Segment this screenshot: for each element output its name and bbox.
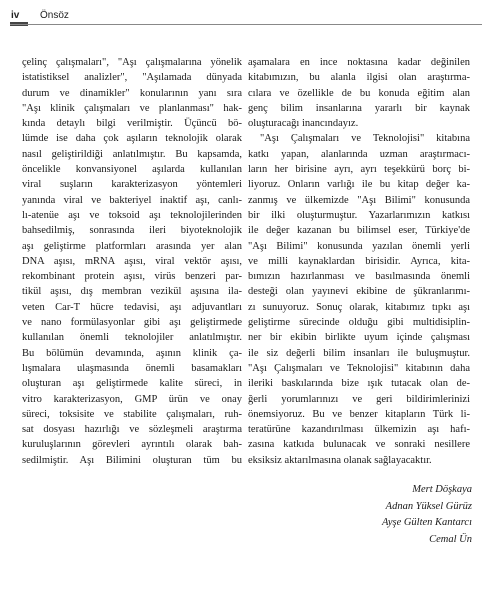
text-line: cılara ve özellikle de bu konuda eğitim alan xyxy=(248,87,470,99)
text-line: zı sunuyoruz. Sonuç olarak, kitabımız tıpkı aşı xyxy=(248,301,470,313)
text-line: teratürüne kazandırılması ülkemizin aşı hafı- xyxy=(248,424,470,436)
text-line: desteği olan yayınevi ekibine de şükranlarımı- xyxy=(248,286,470,298)
page-header xyxy=(10,6,480,24)
text-line: kullanılan önemli teknolojiler anlatılmıştır. xyxy=(22,332,242,344)
text-line: nasıl geliştirildiği anlatılmıştır. Bu kapsamda, xyxy=(22,148,242,160)
text-line: kında detaylı bilgi verilmiştir. Üçüncü bö- xyxy=(22,118,242,130)
text-line: istatistiksel analizler", "Aşılamada dünyada xyxy=(22,72,242,84)
text-line: "Aşı Çalışmaları ve Teknolojisi" kitabının daha xyxy=(248,362,470,374)
left-column xyxy=(22,55,242,468)
text-line: bımızın hazırlanması ve basılmasında önemli xyxy=(248,271,470,283)
author-name: Mert Döşkaya xyxy=(412,484,472,495)
text-line: sat dosyası hazırlığı ve sözleşmeli araştırma xyxy=(22,424,242,436)
text-line: kitabımızın, bu alanla ilgisi olan araştırma- xyxy=(248,72,470,84)
text-line: Bu bölümün devamında, aşının klinik ça- xyxy=(22,347,242,359)
author-name: Ayşe Gülten Kantarcı xyxy=(381,517,472,528)
text-line: sedilmiştir. Aşı Bilimini oluşturan tüm bu xyxy=(22,454,242,466)
text-line: tikül aşısı, dış membran vezikül aşısına ila- xyxy=(22,286,242,298)
text-line: genç bilim insanlarına yararlı bir kaynak xyxy=(248,102,470,114)
text-line: eksiksiz aktarılmasına olanak sağlayacaktır. xyxy=(248,454,432,466)
text-line: aşamalara en ince noktasına kadar değinilen xyxy=(248,57,470,68)
text-line: yanında viral ve bakteriyel inaktif aşı, canlı- xyxy=(22,194,242,206)
text-line: DNA aşısı, mRNA aşısı, viral vektör aşısı, xyxy=(22,255,242,267)
page-number: iv xyxy=(11,10,20,21)
text-line: öncelikle konvansiyonel aşılarda kullanılan xyxy=(22,164,242,176)
text-line: zanmış ve ülkemizde "Aşı Bilimi" konusunda xyxy=(248,194,470,206)
text-line: "Aşı Bilimi" konusunda yazılan önemli yerli xyxy=(248,240,470,252)
text-line: zasına katkıda bulunacak ve sonraki nesillere xyxy=(248,439,470,451)
text-line: lışmalara ulaşmasında önemli basamakları xyxy=(22,362,242,374)
text-line: ğerli yorumlarınızı ve geri bildirimlerinizi xyxy=(248,393,470,405)
text-line: rekombinant protein aşısı, virüs benzeri par- xyxy=(22,271,242,283)
author-name: Cemal Ün xyxy=(429,533,472,545)
text-line: çelinç çalışmaları", "Aşı çalışmalarına yönelik xyxy=(22,57,242,68)
author-name: Adnan Yüksel Gürüz xyxy=(385,500,472,512)
text-line: oluşturacağı inancındayız. xyxy=(248,118,359,130)
text-line: ner bir ekibin birlikte uyum içinde çalışması xyxy=(248,332,470,344)
signature-block xyxy=(382,482,472,548)
text-line: ile siz değerli bilim insanları ile buluşmuştur. xyxy=(248,347,470,359)
right-column xyxy=(248,55,470,468)
text-line: ların her birisine ayrı, ayrı teşekkürü borç bi- xyxy=(248,164,470,176)
text-line: bir ilki oluşturmuştur. Yazarlarımızın katkısı xyxy=(248,209,470,221)
text-line: ve milli kaynaklardan birisidir. Ayrıca, kita- xyxy=(248,255,470,267)
header-rule xyxy=(10,24,482,25)
text-line: aşı geliştirme platformları arasında yer alan xyxy=(22,240,242,252)
text-line: lümde ise daha çok aşıların teknolojik olarak xyxy=(22,133,242,145)
running-head: Önsöz xyxy=(40,10,69,21)
text-line: "Aşı Çalışmaları ve Teknolojisi" kitabına xyxy=(260,133,470,145)
text-line: lı-atenüe aşı ve toksoid aşı teknolojilerinden xyxy=(22,209,242,221)
text-line: "Aşı klinik çalışmaları ve planlanması" hak- xyxy=(22,102,242,114)
text-line: viral suşların karakterizasyon yöntemleri xyxy=(22,179,242,191)
text-line: geliştirme sürecinde olduğu gibi multidisiplin- xyxy=(248,317,470,329)
text-line: oluşturan aşı geliştirmede kalite süreci, in xyxy=(22,378,242,390)
text-line: liyoruz. Onların varlığı ile bu kitap değer ka- xyxy=(248,179,470,191)
text-line: bahsedilmiş, sonrasında ileri biyoteknolojik xyxy=(22,225,242,237)
text-line: ileriki baskılarında bize ışık tutacak olan de- xyxy=(248,378,470,390)
text-line: veten Car-T hücre tedavisi, aşı adjuvantları xyxy=(22,301,242,313)
text-line: önemsiyoruz. Bu ve benzer kitapların Türk li- xyxy=(248,408,470,420)
text-line: süreci, toksisite ve stabilite çalışmaları, ruh- xyxy=(22,408,242,420)
text-line: kuruluşlarının görevleri ayrıntılı olarak bah- xyxy=(22,439,242,451)
text-line: katkı yapan, alanlarında uzman araştırmacı- xyxy=(248,148,470,160)
text-line: durum ve dinamikler" konularının yanı sıra xyxy=(22,87,242,99)
text-line: ve nano formülasyonlar gibi aşı geliştirmede xyxy=(22,317,242,329)
text-line: vitro karakterizasyon, GMP ürün ve onay xyxy=(22,393,242,405)
text-line: ile değer kazanan bu bilimsel eser, Türkiye'de xyxy=(248,225,470,237)
